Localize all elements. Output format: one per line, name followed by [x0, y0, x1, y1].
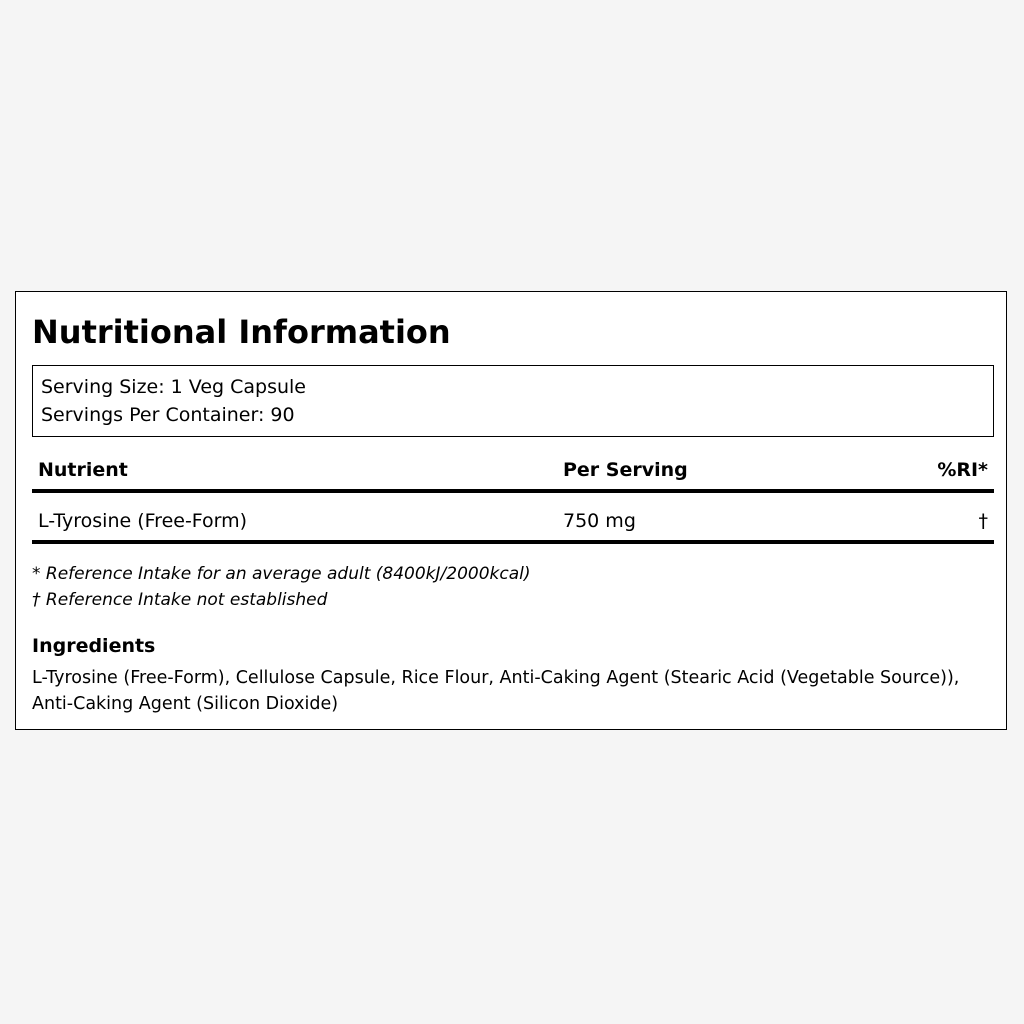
nutrition-panel [15, 291, 1007, 730]
table-header-row [32, 456, 994, 484]
servings-per-container: Servings Per Container: 90 [41, 404, 295, 426]
serving-size: Serving Size: 1 Veg Capsule [41, 376, 306, 398]
panel-title: Nutritional Information [32, 313, 451, 351]
nutrient-name: L-Tyrosine (Free-Form) [38, 510, 248, 532]
ingredients-heading: Ingredients [32, 635, 156, 657]
footnote-not-established: † Reference Intake not established [32, 590, 328, 610]
header-divider [32, 489, 994, 493]
table-bottom-divider [32, 540, 994, 544]
ingredients-list: L-Tyrosine (Free-Form), Cellulose Capsule, Rice Flour, Anti-Caking Agent (Stearic Acid (Vegetable Source)), Anti-Caking Agent (Silicon Dioxide) [32, 668, 960, 714]
header-nutrient: Nutrient [38, 459, 128, 481]
header-ri: %RI* [937, 459, 988, 481]
nutrient-amount: 750 mg [563, 510, 636, 532]
table-row [32, 507, 994, 535]
nutrient-ri: † [978, 510, 988, 532]
serving-info-box [32, 365, 994, 437]
header-per-serving: Per Serving [563, 459, 688, 481]
footnote-reference-intake: * Reference Intake for an average adult (8400kJ/2000kcal) [32, 564, 531, 584]
